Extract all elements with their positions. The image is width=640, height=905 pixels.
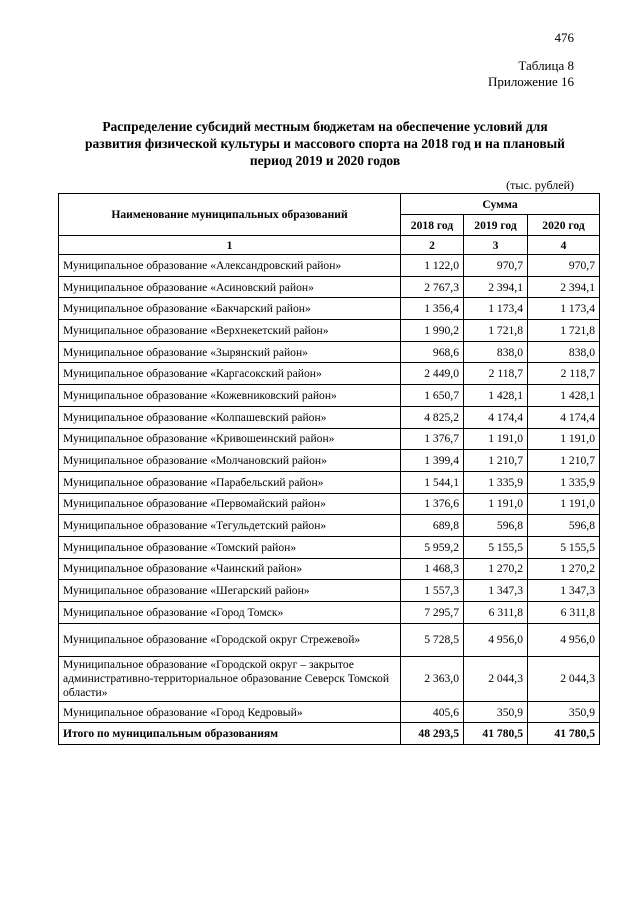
table-row	[59, 656, 600, 701]
row-name: Муниципальное образование «Городской округ – закрытое административно-территориальное образование Северск Томской области»	[59, 656, 401, 701]
row-value-2020: 1 428,1	[528, 385, 600, 407]
row-name: Муниципальное образование «Верхнекетский район»	[59, 320, 401, 342]
row-value-2019: 1 191,0	[464, 493, 528, 515]
row-value-2020: 1 210,7	[528, 450, 600, 472]
row-value-2020: 4 956,0	[528, 623, 600, 656]
table-row	[59, 515, 600, 537]
column-number: 3	[464, 236, 528, 255]
table-row	[59, 363, 600, 385]
row-value-2018: 2 767,3	[401, 276, 464, 298]
title-line: развития физической культуры и массового спорта на 2018 год и на плановый	[85, 136, 565, 151]
table-row	[59, 701, 600, 723]
units-label: (тыс. рублей)	[506, 178, 574, 192]
row-value-2019: 838,0	[464, 341, 528, 363]
header-sum: Сумма	[401, 194, 600, 215]
page-number: 476	[554, 30, 574, 45]
row-value-2019: 1 210,7	[464, 450, 528, 472]
row-name: Муниципальное образование «Первомайский район»	[59, 493, 401, 515]
appendix-label: Приложение 16	[487, 74, 574, 89]
row-value-2020: 970,7	[528, 255, 600, 277]
table-row	[59, 471, 600, 493]
total-value-2018: 48 293,5	[401, 723, 464, 745]
row-value-2019: 596,8	[464, 515, 528, 537]
row-value-2019: 1 270,2	[464, 558, 528, 580]
row-value-2018: 1 990,2	[401, 320, 464, 342]
total-row	[59, 723, 600, 745]
row-value-2019: 2 118,7	[464, 363, 528, 385]
table-row	[59, 428, 600, 450]
title-line: Распределение субсидий местным бюджетам на обеспечение условий для	[102, 119, 548, 134]
row-name: Муниципальное образование «Город Томск»	[59, 602, 401, 624]
table-row	[59, 255, 600, 277]
title-line: период 2019 и 2020 годов	[249, 153, 401, 168]
row-name: Муниципальное образование «Томский район»	[59, 536, 401, 558]
row-value-2020: 350,9	[528, 701, 600, 723]
table-row	[59, 298, 600, 320]
row-value-2018: 1 376,7	[401, 428, 464, 450]
column-number: 4	[528, 236, 600, 255]
document-title	[70, 118, 580, 169]
table-row	[59, 623, 600, 656]
row-value-2018: 2 363,0	[401, 656, 464, 701]
row-name: Муниципальное образование «Кожевниковский район»	[59, 385, 401, 407]
row-name: Муниципальное образование «Городской округ Стрежевой»	[59, 623, 401, 656]
row-value-2020: 2 118,7	[528, 363, 600, 385]
table-row	[59, 450, 600, 472]
row-value-2020: 1 191,0	[528, 428, 600, 450]
header-name: Наименование муниципальных образований	[59, 194, 401, 236]
row-value-2020: 1 173,4	[528, 298, 600, 320]
row-name: Муниципальное образование «Каргасокский район»	[59, 363, 401, 385]
row-value-2019: 1 347,3	[464, 580, 528, 602]
row-value-2020: 838,0	[528, 341, 600, 363]
row-name: Муниципальное образование «Тегульдетский район»	[59, 515, 401, 537]
row-value-2019: 4 174,4	[464, 406, 528, 428]
row-name: Муниципальное образование «Шегарский район»	[59, 580, 401, 602]
row-value-2018: 5 959,2	[401, 536, 464, 558]
row-value-2020: 2 044,3	[528, 656, 600, 701]
table-label: Таблица 8	[518, 58, 574, 73]
row-value-2019: 1 191,0	[464, 428, 528, 450]
row-value-2018: 1 356,4	[401, 298, 464, 320]
subsidy-table	[58, 193, 600, 745]
table-row	[59, 602, 600, 624]
row-value-2018: 689,8	[401, 515, 464, 537]
table-row	[59, 341, 600, 363]
column-number-row	[59, 236, 600, 255]
row-value-2019: 5 155,5	[464, 536, 528, 558]
row-value-2020: 1 191,0	[528, 493, 600, 515]
table-label-block	[488, 58, 574, 90]
row-name: Муниципальное образование «Асиновский район»	[59, 276, 401, 298]
row-value-2019: 1 173,4	[464, 298, 528, 320]
row-value-2018: 968,6	[401, 341, 464, 363]
row-name: Муниципальное образование «Кривошеинский район»	[59, 428, 401, 450]
table-row	[59, 320, 600, 342]
row-value-2018: 1 399,4	[401, 450, 464, 472]
row-name: Муниципальное образование «Парабельский район»	[59, 471, 401, 493]
row-value-2018: 7 295,7	[401, 602, 464, 624]
row-value-2019: 6 311,8	[464, 602, 528, 624]
total-value-2020: 41 780,5	[528, 723, 600, 745]
row-value-2020: 1 347,3	[528, 580, 600, 602]
row-value-2018: 1 376,6	[401, 493, 464, 515]
row-value-2018: 1 468,3	[401, 558, 464, 580]
row-value-2020: 1 721,8	[528, 320, 600, 342]
column-number: 1	[59, 236, 401, 255]
total-label: Итого по муниципальным образованиям	[59, 723, 401, 745]
column-number: 2	[401, 236, 464, 255]
row-value-2019: 1 335,9	[464, 471, 528, 493]
row-value-2019: 2 044,3	[464, 656, 528, 701]
row-value-2018: 1 544,1	[401, 471, 464, 493]
table-row	[59, 558, 600, 580]
table-row	[59, 493, 600, 515]
row-value-2020: 596,8	[528, 515, 600, 537]
row-value-2018: 1 557,3	[401, 580, 464, 602]
row-value-2020: 6 311,8	[528, 602, 600, 624]
row-name: Муниципальное образование «Чаинский район»	[59, 558, 401, 580]
total-value-2019: 41 780,5	[464, 723, 528, 745]
row-value-2020: 1 270,2	[528, 558, 600, 580]
row-value-2018: 1 650,7	[401, 385, 464, 407]
table-row	[59, 276, 600, 298]
row-value-2019: 2 394,1	[464, 276, 528, 298]
row-value-2018: 1 122,0	[401, 255, 464, 277]
row-value-2018: 4 825,2	[401, 406, 464, 428]
row-name: Муниципальное образование «Зырянский район»	[59, 341, 401, 363]
row-value-2019: 350,9	[464, 701, 528, 723]
table-row	[59, 406, 600, 428]
table-row	[59, 536, 600, 558]
row-value-2020: 1 335,9	[528, 471, 600, 493]
row-value-2019: 1 428,1	[464, 385, 528, 407]
row-name: Муниципальное образование «Колпашевский район»	[59, 406, 401, 428]
row-value-2019: 1 721,8	[464, 320, 528, 342]
table-row	[59, 580, 600, 602]
row-value-2020: 4 174,4	[528, 406, 600, 428]
row-name: Муниципальное образование «Молчановский район»	[59, 450, 401, 472]
table-row	[59, 385, 600, 407]
row-value-2020: 2 394,1	[528, 276, 600, 298]
row-value-2020: 5 155,5	[528, 536, 600, 558]
row-value-2019: 970,7	[464, 255, 528, 277]
row-value-2018: 2 449,0	[401, 363, 464, 385]
row-name: Муниципальное образование «Александровский район»	[59, 255, 401, 277]
row-value-2018: 405,6	[401, 701, 464, 723]
header-year-2018: 2018 год	[401, 215, 464, 236]
table-body	[59, 236, 600, 745]
row-name: Муниципальное образование «Бакчарский район»	[59, 298, 401, 320]
row-name: Муниципальное образование «Город Кедровый»	[59, 701, 401, 723]
header-year-2019: 2019 год	[464, 215, 528, 236]
row-value-2019: 4 956,0	[464, 623, 528, 656]
row-value-2018: 5 728,5	[401, 623, 464, 656]
header-year-2020: 2020 год	[528, 215, 600, 236]
